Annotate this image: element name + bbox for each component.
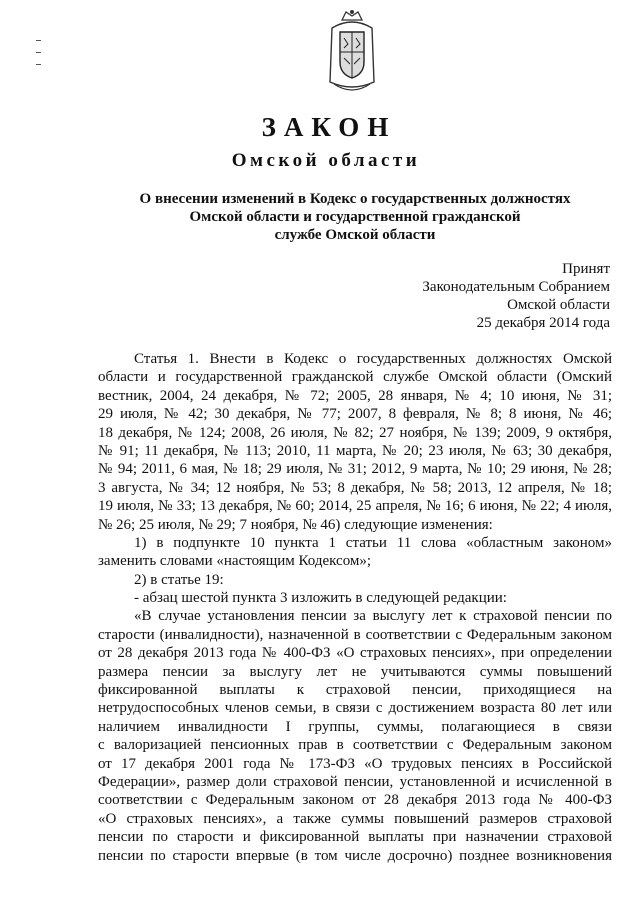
body-line: 1) в подпункте 10 пункта 1 статьи 11 слова «областным законом»	[134, 534, 612, 551]
body-line: от 17 декабря 2001 года № 173-ФЗ «О трудовых пенсиях в Российской	[98, 755, 612, 772]
body-line: с валоризацией пенсионных прав в соответствии с Федеральным законом	[98, 737, 612, 754]
law-heading	[110, 190, 600, 244]
body-line: старости (инвалидности), назначенной в соответствии с Федеральным законом	[98, 626, 612, 643]
adoption-line: Принят	[562, 261, 610, 277]
body-line: нетрудоспособных членов семьи, в связи с достижением возраста 80 лет или	[98, 700, 612, 717]
body-line: № 91; 11 декабря, № 113; 2010, 11 марта, № 20; 23 июля, № 63; 30 декабря,	[98, 442, 612, 459]
body-line: 19 июля, № 33; 13 декабря, № 60; 2014, 25 апреля, № 16; 6 июня, № 22; 4 июля,	[98, 498, 612, 515]
body-line: пенсии по старости впервые (в том числе досрочно) позднее возникновения	[98, 847, 612, 864]
body-line: вестник, 2004, 24 декабря, № 72; 2005, 28 января, № 4; 10 июня, № 31;	[98, 387, 612, 404]
coat-of-arms-icon	[326, 8, 378, 94]
body-line: 3 августа, № 34; 12 ноября, № 53; 8 декабря, № 58; 2013, 12 апреля, № 18;	[98, 479, 612, 496]
adoption-date: 25 декабря 2014 года	[476, 315, 610, 331]
body-line: наличием инвалидности I группы, суммы, полагающиеся в связи	[98, 718, 612, 735]
heading-line: Омской области и государственной гражданской	[189, 209, 521, 225]
body-line: 29 июля, № 42; 30 декабря, № 77; 2007, 8 февраля, № 8; 8 июня, № 46;	[98, 406, 612, 423]
heading-line: службе Омской области	[274, 227, 436, 243]
body-line: № 94; 2011, 6 мая, № 18; 29 июля, № 31; 2012, 9 марта, № 10; 29 июня, № 28;	[98, 461, 612, 478]
law-body-text	[98, 350, 612, 865]
body-line: от 28 декабря 2013 года № 400-ФЗ «О страховых пенсиях», при определении	[98, 645, 612, 662]
body-line: области и государственной гражданской службе Омской области (Омский	[98, 369, 612, 386]
body-line: заменить словами «настоящим Кодексом»;	[98, 553, 372, 570]
body-line: 2) в статье 19:	[134, 571, 224, 588]
body-line: размера пенсии за выслугу лет не учитываются суммы повышений	[98, 663, 612, 680]
body-line: № 26; 25 июля, № 29; 7 ноября, № 46) следующие изменения:	[98, 516, 493, 533]
body-line: «В случае установления пенсии за выслугу лет к страховой пенсии по	[134, 608, 612, 625]
body-line: 18 декабря, № 124; 2008, 26 июля, № 82; 27 ноября, № 139; 2009, 9 октября,	[98, 424, 612, 441]
adoption-block	[360, 260, 610, 332]
document-title: ЗАКОН	[261, 112, 397, 142]
body-line: соответствии с Федеральным законом от 28 декабря 2013 года № 400-ФЗ	[98, 792, 612, 809]
body-line: - абзац шестой пункта 3 изложить в следующей редакции:	[134, 590, 507, 607]
heading-line: О внесении изменений в Кодекс о государственных должностях	[139, 191, 571, 207]
body-line: Федерации», размер доли страховой пенсии, установленной и исчисленной в	[98, 773, 612, 790]
margin-mark	[36, 52, 41, 53]
body-line: Статья 1. Внести в Кодекс о государственных должностях Омской	[134, 351, 612, 367]
body-line: фиксированной выплаты к страховой пенсии, приходящиеся на	[98, 682, 612, 699]
body-line: пенсии по старости и фиксированной выплаты при назначении страховой	[98, 829, 612, 846]
document-region: Омской области	[231, 150, 421, 171]
adoption-line: Омской области	[507, 297, 610, 313]
body-line: «О страховых пенсиях», а также суммы повышений размеров страховой	[98, 810, 612, 827]
margin-mark	[36, 40, 41, 41]
margin-mark	[36, 64, 41, 65]
adoption-line: Законодательным Собранием	[422, 279, 610, 295]
